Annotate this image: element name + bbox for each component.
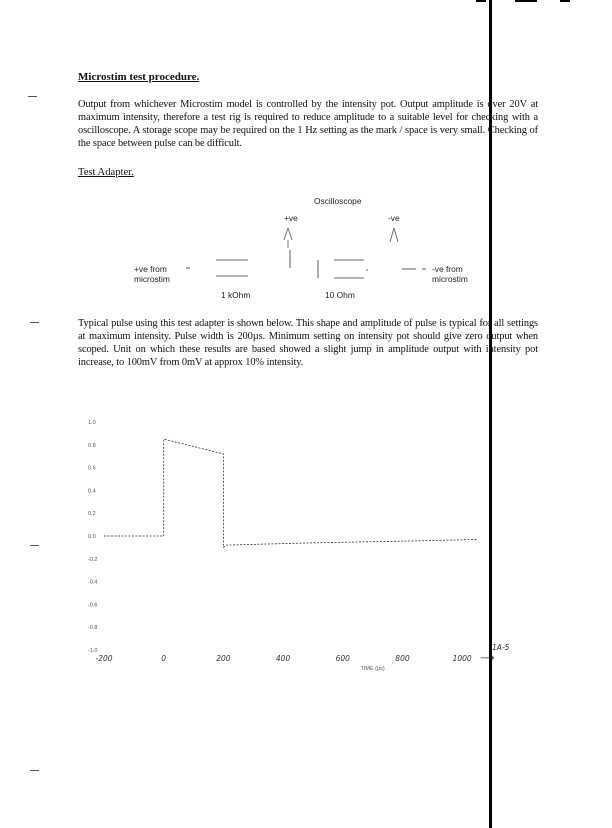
y-tick-label: 0.0	[88, 534, 96, 540]
margin-mark	[28, 96, 37, 97]
x-tick-label: 600	[335, 654, 350, 663]
x-tick-label: 1000	[452, 654, 472, 663]
margin-mark	[30, 322, 39, 323]
y-tick-label: -1.0	[88, 648, 98, 654]
left-input-label: +ve from microstim	[134, 264, 170, 284]
negative-probe-label: -ve	[388, 213, 400, 223]
x-tick-label: 0	[161, 654, 167, 663]
positive-probe-icon	[284, 228, 292, 240]
x-tick-label: -200	[95, 654, 113, 663]
y-tick-label: 0.2	[88, 511, 96, 518]
pulse-series-line	[104, 439, 477, 547]
positive-probe-label: +ve	[284, 213, 298, 223]
pulse-chart	[80, 410, 500, 680]
y-tick-label: -0.2	[88, 556, 98, 563]
margin-mark	[30, 545, 39, 546]
resistor-10-label: 10 Ohm	[325, 290, 355, 300]
x-tick-label: 400	[275, 654, 291, 663]
scan-corner-mark	[476, 0, 486, 2]
y-tick-label: -0.6	[88, 602, 98, 609]
x-axis-label: TIME (µs)	[360, 666, 385, 672]
y-tick-label: 0.4	[88, 488, 96, 495]
y-tick-label: 0.6	[88, 465, 96, 472]
circuit-wiring	[170, 220, 430, 290]
pulse-description-paragraph: Typical pulse using this test adapter is shown below. This shape and amplitude of pulse is typical for all settings at maximum intensity. Pulse width is 200µs. Minimum setting on intensity pot should give zero output when scoped. Unit on which these results are based showed a slight jump in amplitude output with intensity pot increase, to 100mV from 0mV at approx 10% intensity.	[78, 318, 538, 368]
negative-probe-icon	[390, 228, 398, 242]
margin-mark	[30, 770, 39, 771]
x-tick-label: 200	[216, 654, 231, 663]
y-tick-label: 0.8	[88, 442, 96, 449]
page-title: Microstim test procedure.	[78, 71, 200, 83]
y-tick-label: -0.4	[88, 579, 98, 586]
x-axis-arrow-icon: ⟶	[480, 653, 495, 664]
scan-corner-mark	[515, 0, 537, 2]
right-input-label: -ve from microstim	[432, 264, 468, 284]
resistor-1k-label: 1 kOhm	[221, 290, 251, 300]
y-tick-label: -0.8	[88, 625, 98, 632]
scan-corner-mark	[560, 0, 570, 2]
oscilloscope-label: Oscilloscope	[314, 196, 362, 206]
x-tick-label: 800	[395, 654, 410, 663]
intro-paragraph: Output from whichever Microstim model is controlled by the intensity pot. Output amplitude is over 20V at maximum intensity, therefore a test rig is required to reduce amplitude to a suitable level for checking with a oscilloscope. A storage scope may be required on the 1 Hz setting as the mark / space is very small. Checking of the space between pulse can be difficult.	[78, 99, 538, 149]
test-adapter-heading: Test Adapter.	[78, 167, 134, 178]
margin-note: 1A-5	[492, 643, 510, 652]
pulse-chart-svg	[80, 410, 500, 680]
y-tick-label: 1.0	[88, 420, 96, 426]
